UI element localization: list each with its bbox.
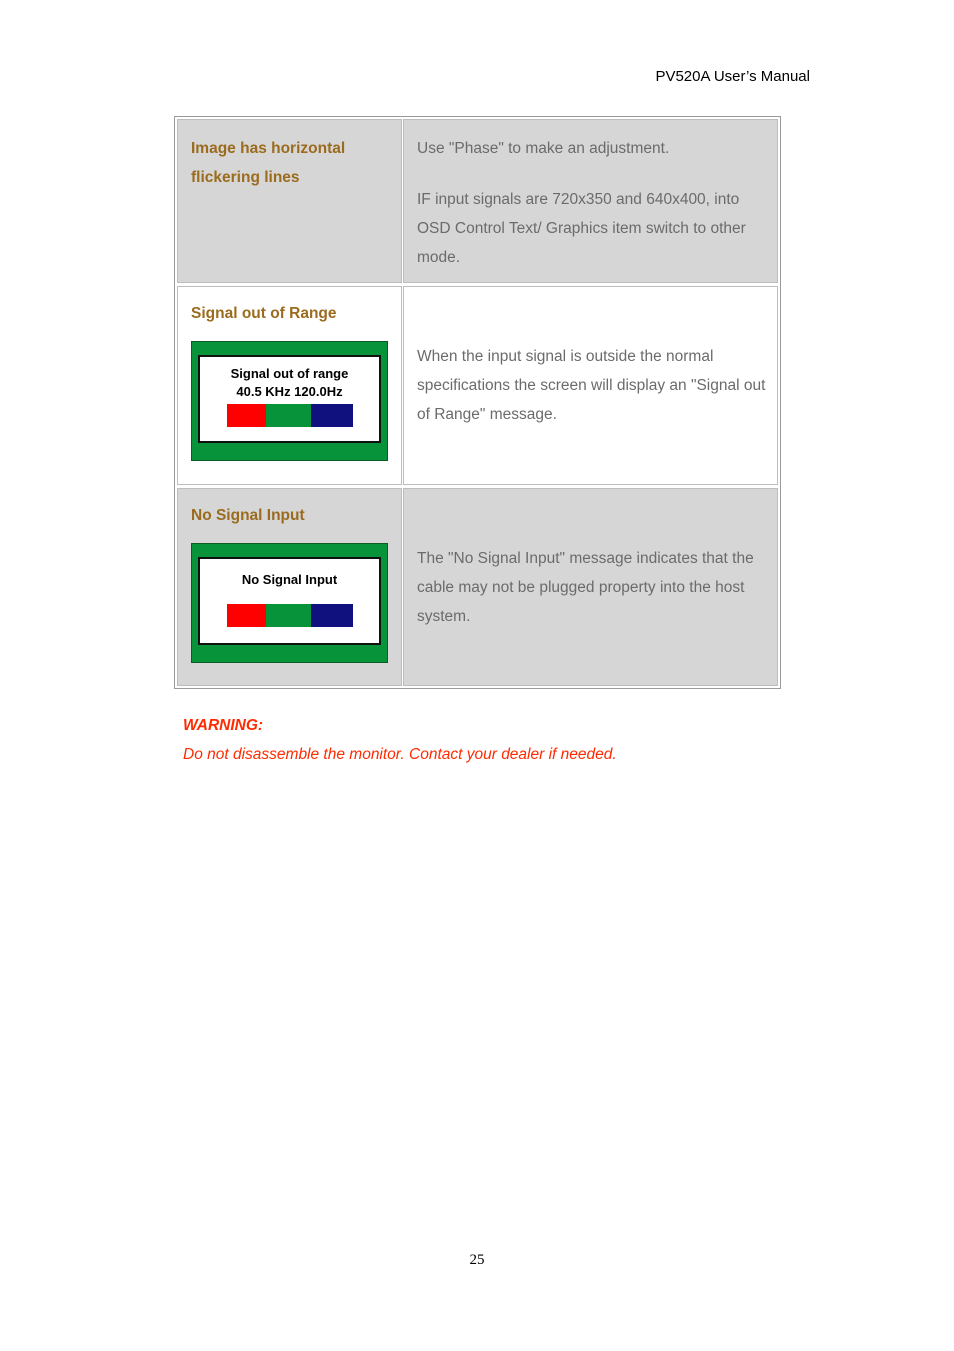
osd-color-bar: [227, 404, 353, 427]
row1-desc-paragraph2: IF input signals are 720x350 and 640x400, into OSD Control Text/ Graphics item switch to other mode.: [417, 191, 746, 266]
row1-title-line1: Image has horizontal: [191, 140, 346, 157]
row1-desc-cell: [403, 119, 778, 283]
no-signal-input-osd: [191, 543, 388, 663]
warning-title: WARNING:: [183, 717, 264, 734]
osd-blue-block: [311, 604, 353, 627]
signal-out-of-range-osd: [191, 341, 388, 461]
troubleshooting-table: [174, 116, 781, 689]
osd-message-box: [198, 557, 381, 645]
row2-desc: When the input signal is outside the normal specifications the screen will display an "Signal out of Range" message.: [417, 348, 766, 423]
row3-title: No Signal Input: [191, 507, 305, 524]
osd-line1: Signal out of range: [230, 366, 349, 381]
osd-red-block: [227, 604, 266, 627]
osd-message-box: [198, 355, 381, 443]
warning-text: Do not disassemble the monitor. Contact your dealer if needed.: [183, 746, 617, 763]
osd-line2: 40.5 KHz 120.0Hz: [236, 384, 343, 399]
row1-title: [191, 134, 345, 192]
row1-title-line2: flickering lines: [191, 169, 300, 186]
page-number: 25: [469, 1252, 485, 1268]
osd-green-block: [266, 404, 311, 427]
row1-title-cell: [177, 119, 402, 283]
osd-color-bar: [227, 604, 353, 627]
row3-desc: The "No Signal Input" message indicates that the cable may not be plugged property into the host system.: [417, 550, 754, 625]
row3-desc-cell: [403, 488, 778, 686]
osd-blue-block: [311, 404, 353, 427]
row2-title-cell: [177, 286, 402, 485]
row1-desc-paragraph1: Use "Phase" to make an adjustment.: [417, 140, 670, 157]
osd-green-block: [266, 604, 311, 627]
row2-title: Signal out of Range: [191, 305, 337, 322]
osd-red-block: [227, 404, 266, 427]
manual-header: PV520A User’s Manual: [655, 68, 810, 85]
row2-desc-cell: [403, 286, 778, 485]
row3-title-cell: [177, 488, 402, 686]
osd-line1: No Signal Input: [241, 572, 338, 587]
row1-desc: [417, 134, 772, 272]
